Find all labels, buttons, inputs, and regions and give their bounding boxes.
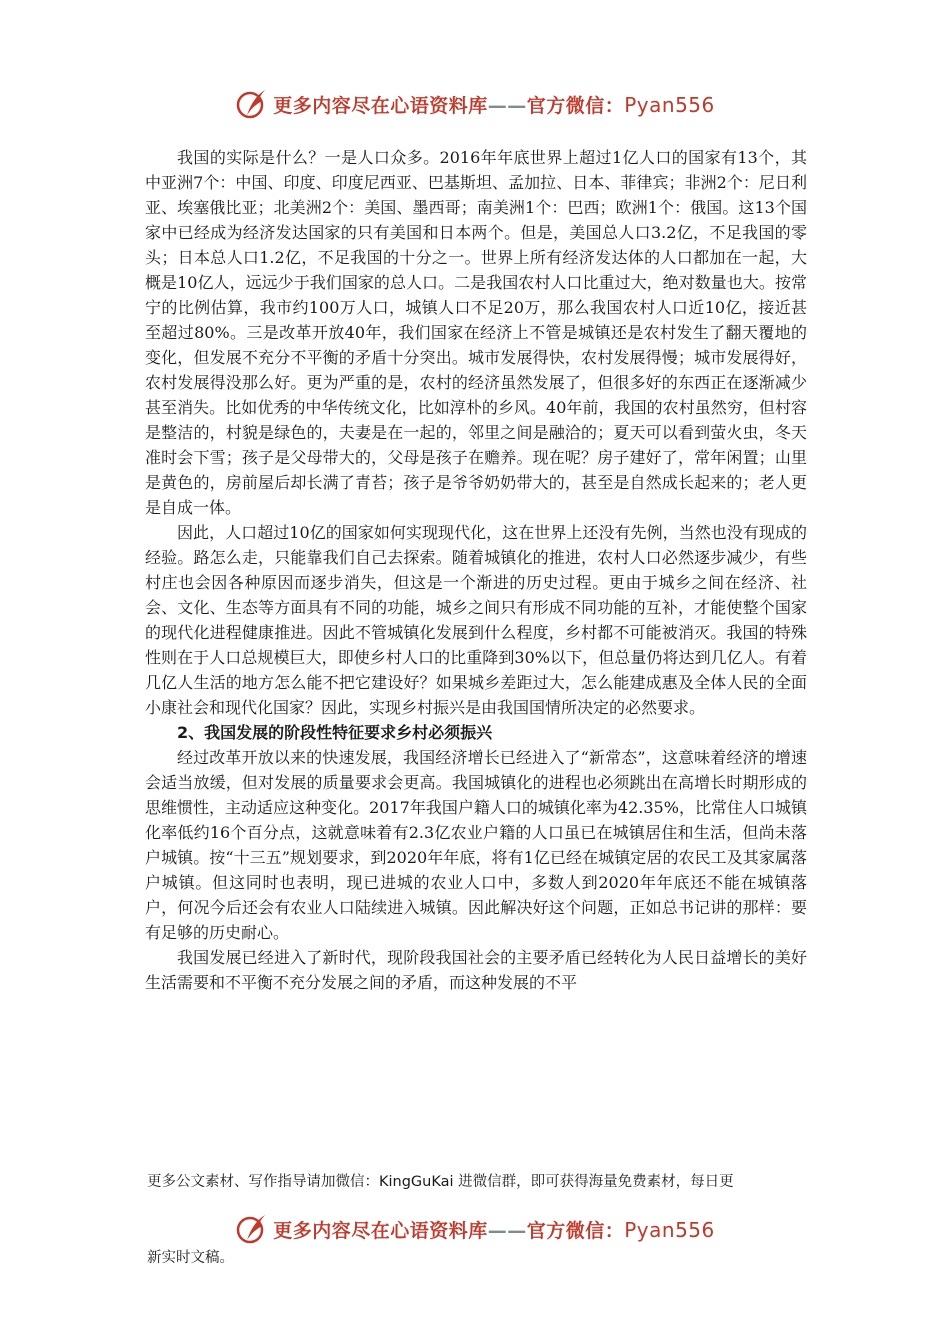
- banner-wechat-label: 官方微信：: [526, 1219, 625, 1242]
- footer-promo-line: 更多公文素材、写作指导请加微信：KingGuKai 进微信群，即可获得海量免费素材，每日更: [147, 1174, 734, 1190]
- banner-title: 更多内容尽在心语资料库: [273, 94, 488, 117]
- paragraph-2: 因此，人口超过10亿的国家如何实现现代化，这在世界上还没有先例，当然也没有现成的经验。路怎么走，只能靠我们自己去探索。随着城镇化的推进，农村人口必然逐步减少，有些村庄也会因各种原因而逐步消失，但这是一个渐进的历史过程。更由于城乡之间在经济、社会、文化、生态等方面具有不同的功能，城乡之间只有形成不同功能的互补，才能使整个国家的现代化进程健康推进。因此不管城镇化发展到什么程度，乡村都不可能被消灭。我国的特殊性则在于人口总规模巨大，即使乡村人口的比重降到30%以下，但总量仍将达到几亿人。有着几亿人生活的地方怎么能不把它建设好？如果城乡差距过大，怎么能建成惠及全体人民的全面小康社会和现代化国家？因此，实现乡村振兴是由我国国情所决定的必然要求。: [145, 523, 807, 717]
- banner-wechat-label: 官方微信：: [526, 94, 625, 117]
- quill-logo-icon: [235, 1212, 269, 1246]
- paragraph-3: 经过改革开放以来的快速发展，我国经济增长已经进入了“新常态”，这意味着经济的增速会适当放缓，但对发展的质量要求会更高。我国城镇化的进程也必须跳出在高增长时期形成的思维惯性，主动适应这种变化。2017年我国户籍人口的城镇化率为42.35%，比常住人口城镇化率低约16个百分点，这就意味着有2.3亿农业户籍的人口虽已在城镇居住和生活，但尚未落户城镇。按“十三五”规划要求，到2020年年底，将有1亿已经在城镇定居的农民工及其家属落户城镇。但这同时也表明，现已进城的农业人口中，多数人到2020年年底还不能在城镇落户，何况今后还会有农业人口陆续进入城镇。因此解决好这个问题，正如总书记讲的那样：要有足够的历史耐心。: [145, 748, 807, 942]
- banner-dash: ——: [487, 1219, 527, 1242]
- banner-wechat-id: Pyan556: [624, 92, 715, 117]
- paragraph-4: 我国发展已经进入了新时代，现阶段我国社会的主要矛盾已经转化为人民日益增长的美好生活需要和不平衡不充分发展之间的矛盾，而这种发展的不平: [145, 948, 807, 992]
- section-heading: 2、我国发展的阶段性特征要求乡村必须振兴: [177, 723, 493, 742]
- header-banner: [0, 84, 950, 124]
- banner-dash: ——: [487, 94, 527, 117]
- article-body: [145, 145, 807, 995]
- banner-wechat-id: Pyan556: [624, 1217, 715, 1242]
- footer-banner: [0, 1209, 950, 1249]
- footer-promo-continuation: 新实时文稿。: [147, 1250, 234, 1266]
- banner-title: 更多内容尽在心语资料库: [273, 1219, 488, 1242]
- quill-logo-icon: [235, 87, 269, 121]
- paragraph-1: 我国的实际是什么？一是人口众多。2016年年底世界上超过1亿人口的国家有13个，其中亚洲7个：中国、印度、印度尼西亚、巴基斯坦、孟加拉、日本、菲律宾；非洲2个：尼日利亚、埃塞俄比亚；北美洲2个：美国、墨西哥；南美洲1个：巴西；欧洲1个：俄国。这13个国家中已经成为经济发达国家的只有美国和日本两个。但是，美国总人口3.2亿，不足我国的零头；日本总人口1.2亿，不足我国的十分之一。世界上所有经济发达体的人口都加在一起，大概是10亿人，远远少于我们国家的总人口。二是我国农村人口比重过大，绝对数量也大。按常宁的比例估算，我市约100万人口，城镇人口不足20万，那么我国农村人口近10亿，接近甚至超过80%。三是改革开放40年，我们国家在经济上不管是城镇还是农村发生了翻天覆地的变化，但发展不充分不平衡的矛盾十分突出。城市发展得快，农村发展得慢；城市发展得好，农村发展得没那么好。更为严重的是，农村的经济虽然发展了，但很多好的东西正在逐渐减少甚至消失。比如优秀的中华传统文化，比如淳朴的乡风。40年前，我国的农村虽然穷，但村容是整洁的，村貌是绿色的，夫妻是在一起的，邻里之间是融洽的；夏天可以看到萤火虫，冬天准时会下雪；孩子是父母带大的，父母是孩子在赡养。现在呢？房子建好了，常年闲置；山里是黄色的，房前屋后却长满了青苔；孩子是爷爷奶奶带大的，甚至是自然成长起来的；老人更是自成一体。: [145, 148, 807, 517]
